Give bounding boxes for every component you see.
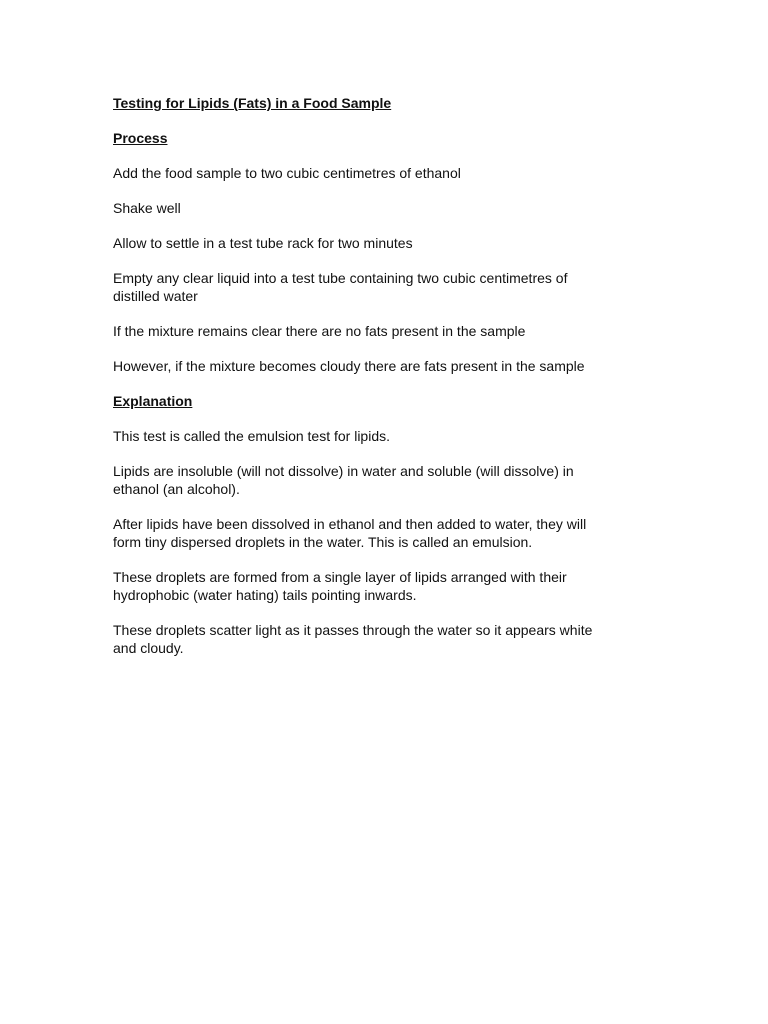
process-step: Add the food sample to two cubic centimetres of ethanol xyxy=(113,165,461,181)
process-step: Empty any clear liquid into a test tube containing two cubic centimetres of distilled water xyxy=(113,270,568,304)
process-step: Allow to settle in a test tube rack for two minutes xyxy=(113,235,413,251)
explanation-paragraph: These droplets scatter light as it passes through the water so it appears white and cloudy. xyxy=(113,622,593,656)
document-title: Testing for Lipids (Fats) in a Food Sample xyxy=(113,95,392,111)
process-step: However, if the mixture becomes cloudy there are fats present in the sample xyxy=(113,358,585,374)
explanation-paragraph: Lipids are insoluble (will not dissolve) in water and soluble (will dissolve) in ethanol (an alcohol). xyxy=(113,463,574,497)
explanation-paragraph: After lipids have been dissolved in ethanol and then added to water, they will form tiny dispersed droplets in the water. This is called an emulsion. xyxy=(113,516,587,550)
document-page xyxy=(113,94,653,674)
process-step: Shake well xyxy=(113,200,181,216)
process-step: If the mixture remains clear there are no fats present in the sample xyxy=(113,323,526,339)
explanation-paragraph: This test is called the emulsion test for lipids. xyxy=(113,428,391,444)
explanation-heading: Explanation xyxy=(113,393,193,409)
process-heading: Process xyxy=(113,130,168,146)
explanation-paragraph: These droplets are formed from a single layer of lipids arranged with their hydrophobic (water hating) tails pointing inwards. xyxy=(113,569,567,603)
